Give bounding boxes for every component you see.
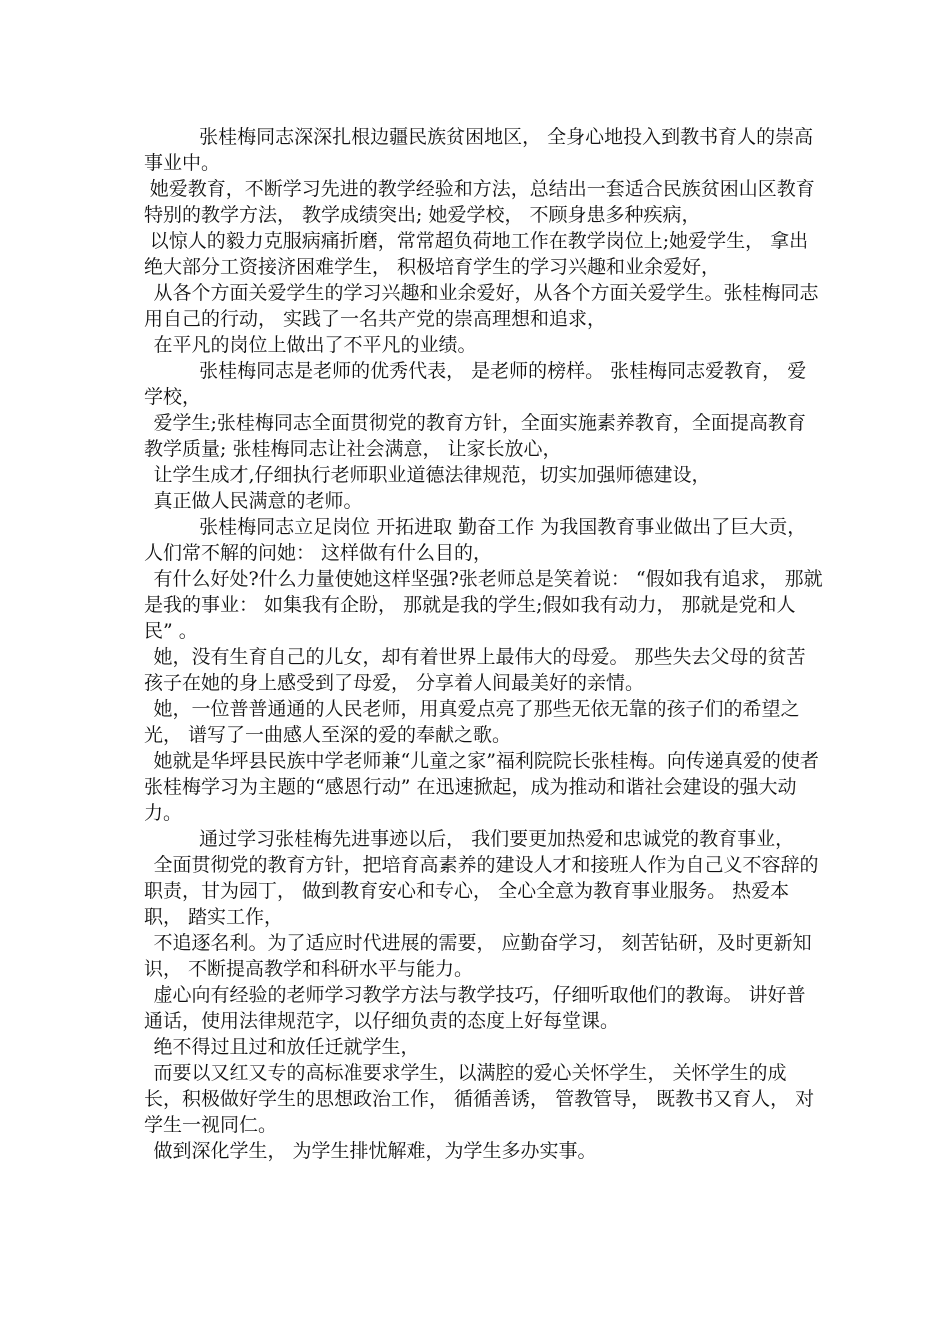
paragraph-9: 真正做人民满意的老师。 xyxy=(153,490,363,512)
paragraph-6: 张桂梅同志是老师的优秀代表， 是老师的榜样。 张桂梅同志爱教育， 爱学校， xyxy=(144,360,807,408)
paragraph-5: 在平凡的岗位上做出了不平凡的业绩。 xyxy=(153,334,477,356)
paragraph-8: 让学生成才,仔细执行老师职业道德法律规范，切实加强师德建设， xyxy=(153,464,711,486)
paragraph-4: 从各个方面关爱学生的学习兴趣和业余爱好，从各个方面关爱学生。张桂梅同志用自己的行动， 实践了一名共产党的崇高理想和追求， xyxy=(144,282,819,330)
paragraph-10: 张桂梅同志立足岗位 开拓进取 勤奋工作 为我国教育事业做出了巨大贡， 人们常不解的问她： 这样做有什么目的， xyxy=(144,516,807,564)
paragraph-17: 不追逐名利。为了适应时代进展的需要， 应勤奋学习， 刻苦钻研，及时更新知识， 不断提高教学和科研水平与能力。 xyxy=(144,932,812,980)
paragraph-1: 张桂梅同志深深扎根边疆民族贫困地区， 全身心地投入到教书育人的崇高事业中。 xyxy=(144,126,814,174)
paragraph-3: 以惊人的毅力克服病痛折磨，常常超负荷地工作在教学岗位上;她爱学生， 拿出绝大部分工资接济困难学生， 积极培育学生的学习兴趣和业余爱好， xyxy=(144,230,809,278)
paragraph-15: 通过学习张桂梅先进事迹以后， 我们要更加热爱和忠诚党的教育事业， xyxy=(199,828,795,850)
paragraph-13: 她，一位普普通通的人民老师，用真爱点亮了那些无依无靠的孩子们的希望之光， 谱写了一曲感人至深的爱的奉献之歌。 xyxy=(144,698,800,746)
paragraph-21: 做到深化学生， 为学生排忧解难，为学生多办实事。 xyxy=(153,1140,597,1162)
paragraph-2: 她爱教育，不断学习先进的教学经验和方法，总结出一套适合民族贫困山区教育特别的教学方法， 教学成绩突出; 她爱学校， 不顾身患多种疾病， xyxy=(144,178,815,226)
paragraph-14: 她就是华坪县民族中学老师兼“儿童之家”福利院院长张桂梅。向传递真爱的使者张桂梅学习为主题的“感恩行动” 在迅速掀起，成为推动和谐社会建设的强大动力。 xyxy=(144,750,819,824)
paragraph-20: 而要以又红又专的高标准要求学生，以满腔的爱心关怀学生， 关怀学生的成长，积极做好学生的思想政治工作， 循循善诱， 管教管导， 既教书又育人， 对学生一视同仁。 xyxy=(144,1062,815,1136)
paragraph-7: 爱学生;张桂梅同志全面贯彻党的教育方针，全面实施素养教育，全面提高教育教学质量; 张桂梅同志让社会满意， 让家长放心， xyxy=(144,412,806,460)
paragraph-12: 她，没有生育自己的儿女，却有着世界上最伟大的母爱。 那些失去父母的贫苦孩子在她的身上感受到了母爱， 分享着人间最美好的亲情。 xyxy=(144,646,806,694)
paragraph-16: 全面贯彻党的教育方针，把培育高素养的建设人才和接班人作为自己义不容辞的职责，甘为园丁， 做到教育安心和专心， 全心全意为教育事业服务。 热爱本职， 踏实工作， xyxy=(144,854,819,928)
paragraph-19: 绝不得过且过和放任迁就学生， xyxy=(153,1036,420,1058)
document-body xyxy=(144,124,824,1164)
paragraph-11: 有什么好处?什么力量使她这样坚强?张老师总是笑着说： “假如我有追求， 那就是我的事业： 如集我有企盼， 那就是我的学生;假如我有动力， 那就是党和人民” 。 xyxy=(144,568,823,642)
paragraph-18: 虚心向有经验的老师学习教学方法与教学技巧，仔细听取他们的教诲。 讲好普通话，使用法律规范字，以仔细负责的态度上好每堂课。 xyxy=(144,984,806,1032)
